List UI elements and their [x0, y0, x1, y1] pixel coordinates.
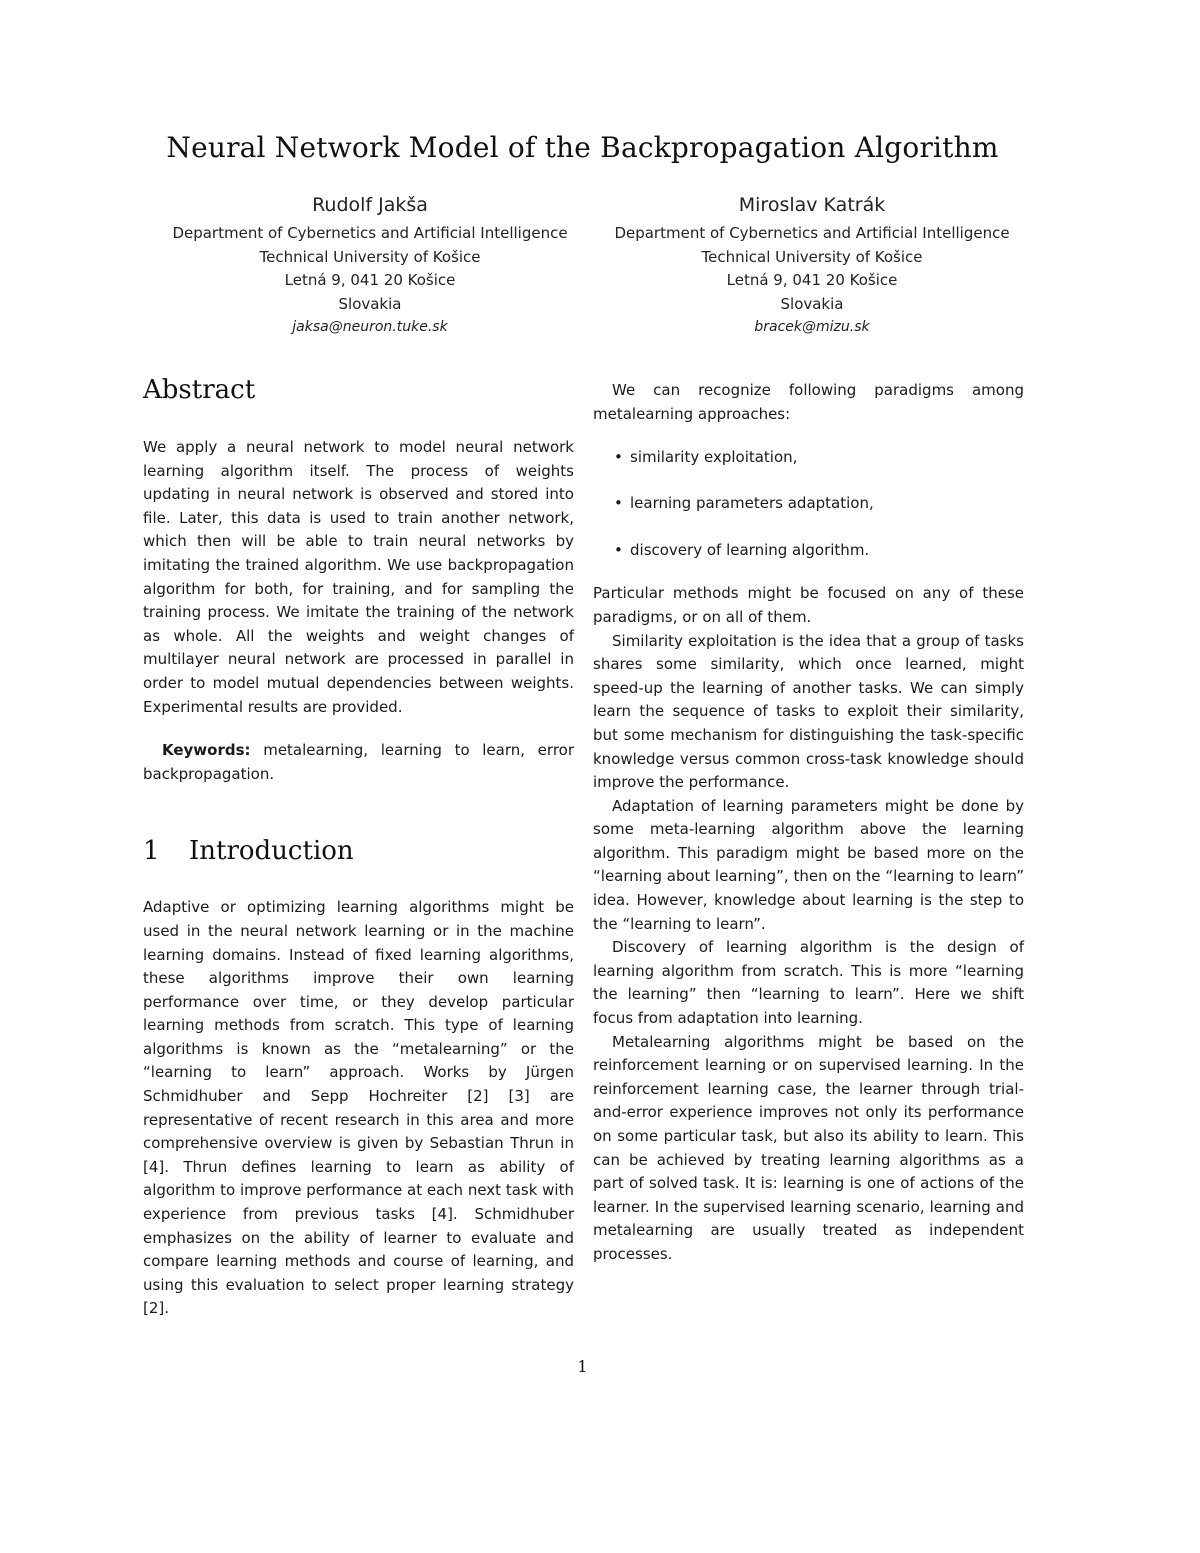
list-item — [593, 539, 1024, 563]
paper-title: Neural Network Model of the Backpropagation Algorithm — [166, 131, 999, 164]
right-column — [593, 372, 1024, 1267]
author-email: bracek@mizu.sk — [754, 319, 870, 335]
bullet-icon: • — [614, 448, 623, 467]
author-country: Slovakia — [780, 294, 844, 313]
author-university: Technical University of Košice — [701, 247, 923, 266]
author-block-1 — [140, 190, 600, 339]
author-block-2 — [582, 190, 1042, 339]
paradigm-list — [593, 446, 1024, 562]
author-address: Letná 9, 041 20 Košice — [284, 271, 456, 289]
author-country: Slovakia — [338, 294, 402, 313]
author-university: Technical University of Košice — [259, 247, 481, 266]
left-column — [143, 372, 574, 1321]
section-number: 1 — [143, 836, 160, 867]
intro-paragraph-1: Adaptive or optimizing learning algorithms might be used in the neural network learning or in the machine learning domains. Instead of fixed learning algorithms, these algorithms improve their own learning performance over time, or they develop particular learning methods from scratch. This type of learning algorithms is known as the “metalearning” or the “learning to learn” approach. Works by Jürgen Schmidhuber and Sepp Hochreiter [2] [3] are representative of recent research in this area and more comprehensive overview is given by Sebastian Thrun in [4]. Thrun defines learning to learn as ability of algorithm to improve performance at each next task with experience from previous tasks [4]. Schmidhuber emphasizes on the ability of learner to evaluate and compare learning methods and course of learning, and using this evaluation to select proper learning strategy [2]. — [143, 898, 574, 1318]
intro-paragraph-3: Similarity exploitation is the idea that a group of tasks shares some similarity, which once learned, might speed-up the learning of another tasks. We can simply learn the sequence of tasks to exploit their similarity, but some mechanism for distinguishing the task-specific knowledge versus common cross-task knowledge should improve the performance. — [593, 631, 1024, 792]
author-name: Rudolf Jakša — [312, 194, 428, 216]
intro-paragraph-6: Metalearning algorithms might be based on the reinforcement learning or on supervised learning. In the reinforcement learning case, the learner through trial-and-error experience improves not only its performance on some particular task, but also its ability to learn. This can be achieved by treating learning algorithms as a part of solved task. It is: learning is one of actions of the learner. In the supervised learning scenario, learning and metalearning are usually treated as independent processes. — [593, 1032, 1024, 1263]
bullet-icon: • — [614, 494, 623, 513]
list-item — [593, 492, 1024, 516]
abstract-heading: Abstract — [143, 375, 256, 405]
list-item-text: similarity exploitation, — [630, 448, 798, 467]
section-heading-introduction — [143, 833, 574, 869]
author-name: Miroslav Katrák — [738, 194, 886, 216]
intro-paragraph-5: Discovery of learning algorithm is the design of learning algorithm from scratch. This is more “learning the learning” then “learning to learn”. Here we shift focus from adaptation into learning. — [593, 938, 1024, 1028]
list-item-text: discovery of learning algorithm. — [630, 540, 870, 559]
intro-paragraph-4: Adaptation of learning parameters might be done by some meta-learning algorithm above the learning algorithm. This paradigm might be based more on the “learning about learning”, then on the “learning to learn” idea. However, knowledge about learning is the step to the “learning to learn”. — [593, 796, 1024, 933]
paradigms-intro: We can recognize following paradigms among metalearning approaches: — [593, 381, 1024, 423]
list-item-text: learning parameters adaptation, — [630, 494, 874, 513]
keywords-text: metalearning, learning to learn, error backpropagation. — [143, 741, 574, 783]
intro-paragraph-2: Particular methods might be focused on any of these paradigms, or on all of them. — [593, 584, 1024, 626]
keywords — [143, 739, 574, 786]
bullet-icon: • — [614, 540, 623, 559]
author-address: Letná 9, 041 20 Košice — [726, 271, 898, 289]
page-number: 1 — [577, 1357, 588, 1376]
author-department: Department of Cybernetics and Artificial Intelligence — [614, 224, 1010, 242]
author-department: Department of Cybernetics and Artificial Intelligence — [172, 224, 568, 242]
abstract-body: We apply a neural network to model neural network learning algorithm itself. The process of weights updating in neural network is observed and stored into file. Later, this data is used to train another network, which then will be able to train neural networks by imitating the trained algorithm. We use backpropagation algorithm for both, for training, and for sampling the training process. We imitate the training of the network as whole. All the weights and weight changes of multilayer neural network are processed in parallel in order to model mutual dependencies between weights. Experimental results are provided. — [143, 438, 574, 716]
keywords-label: Keywords: — [162, 741, 251, 760]
list-item — [593, 446, 1024, 470]
author-email: jaksa@neuron.tuke.sk — [292, 319, 448, 335]
section-title: Introduction — [189, 836, 354, 867]
